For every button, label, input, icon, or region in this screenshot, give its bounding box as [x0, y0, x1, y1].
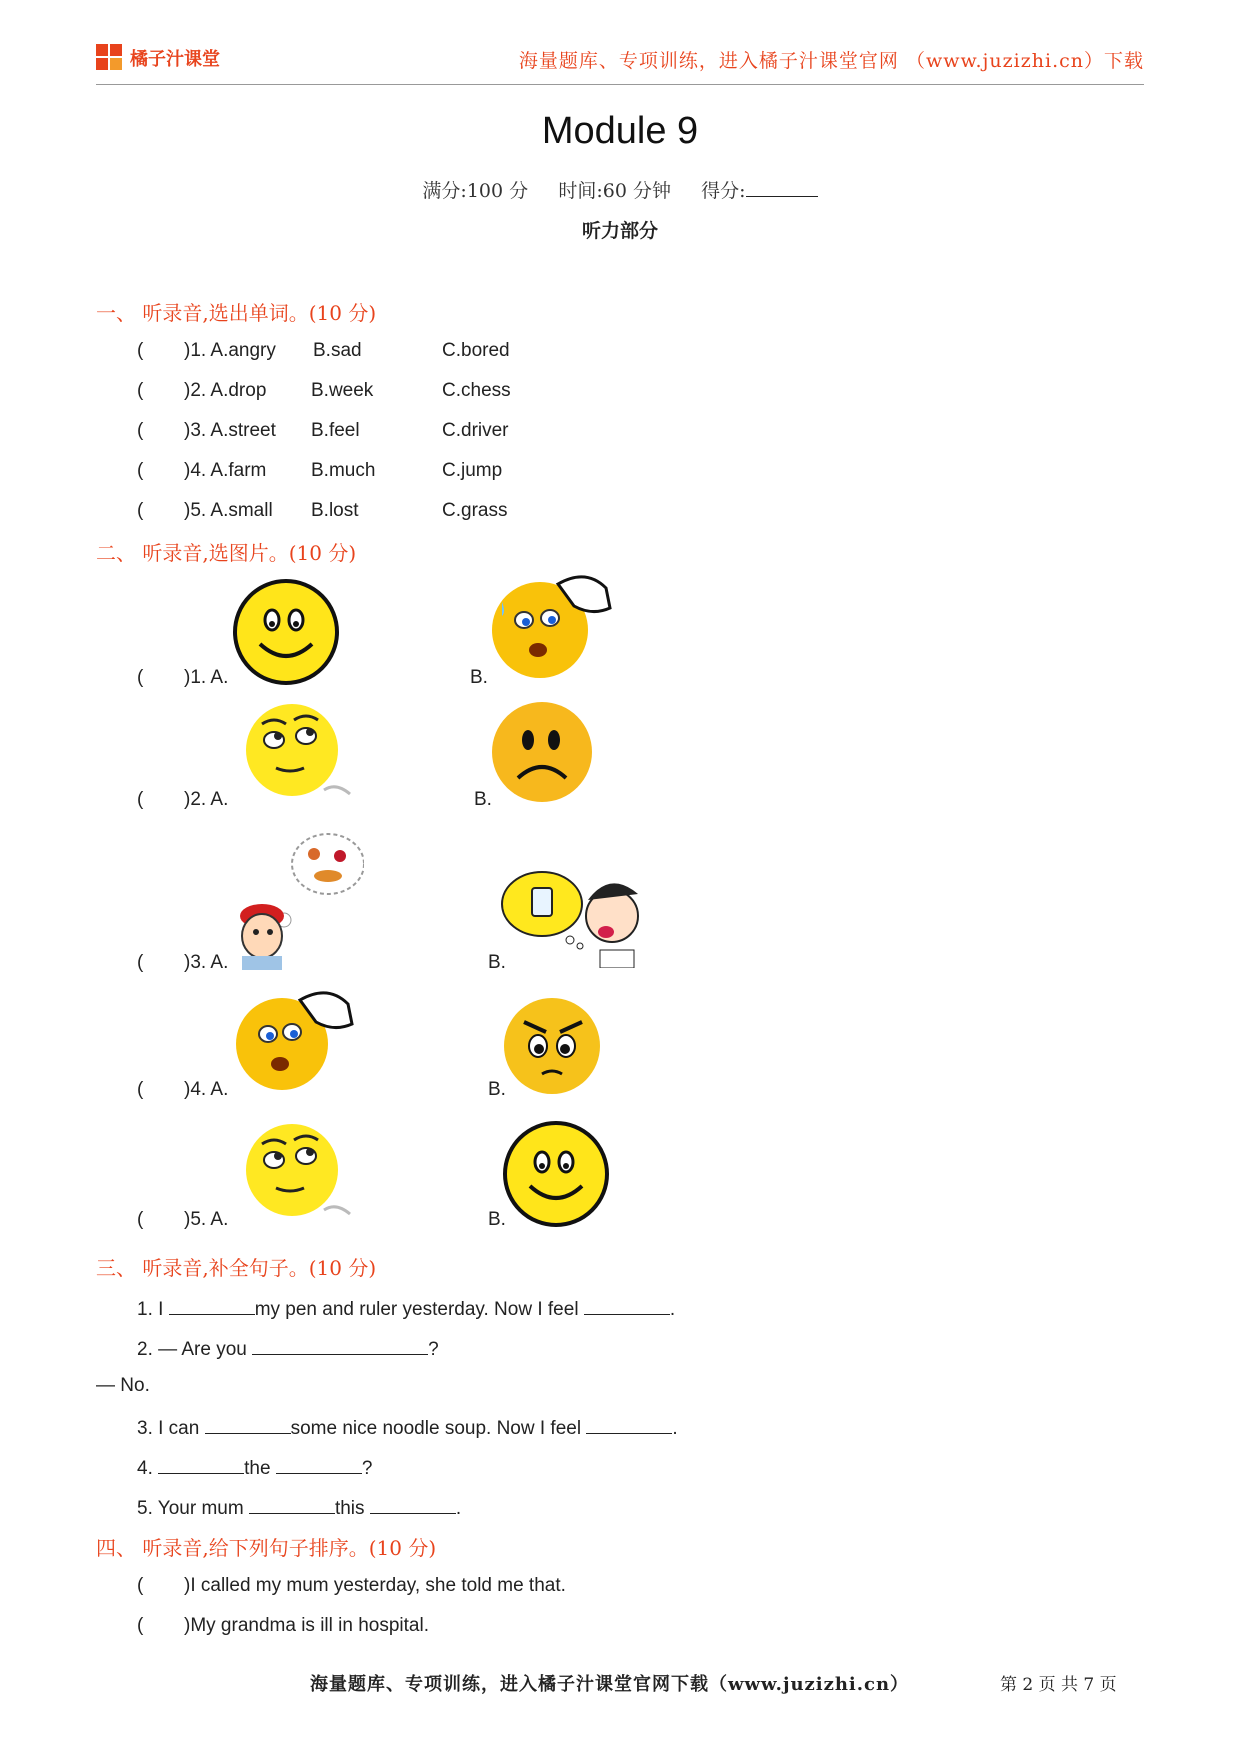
- question-option-c: C.grass: [442, 500, 508, 521]
- question-option-b: B.lost: [311, 500, 359, 521]
- fill-blank[interactable]: [205, 1415, 291, 1434]
- question-option-a: )3. A.street: [184, 420, 276, 441]
- part-label: 听力部分: [581, 220, 658, 242]
- sentence-text: my pen and ruler yesterday. Now I feel: [254, 1299, 579, 1320]
- fill-blank[interactable]: [252, 1336, 428, 1355]
- picture-option-a: )2. A.: [184, 789, 229, 810]
- sentence-text: 2. — Are you: [137, 1339, 247, 1360]
- header-slogan: 海量题库、专项训练，进入橘子汁课堂官网 （www.juzizhi.cn）下载: [518, 50, 1144, 72]
- question-option-a: )2. A.drop: [184, 380, 267, 401]
- answer-paren[interactable]: (: [137, 420, 144, 441]
- sentence-text: 4.: [137, 1458, 153, 1479]
- header-divider: [96, 84, 1144, 85]
- question-option-c: C.bored: [442, 340, 510, 361]
- sentence-2: [137, 1336, 439, 1361]
- sentence-text: 1. I: [137, 1299, 164, 1320]
- picture-option-a: )1. A.: [184, 667, 229, 688]
- sentence-1: [137, 1296, 675, 1321]
- question-option-c: C.jump: [442, 460, 503, 481]
- logo-icon: [96, 44, 124, 72]
- page-title: Module 9: [541, 110, 699, 152]
- section1-heading: 一、 听录音,选出单词。(10 分): [96, 301, 377, 325]
- question-option-b: B.sad: [313, 340, 362, 361]
- full-score: 满分:100 分: [422, 180, 529, 202]
- picture-option-b: B.: [488, 1079, 506, 1100]
- section4-heading: 四、 听录音,给下列句子排序。(10 分): [96, 1536, 437, 1560]
- footer-text: 海量题库、专项训练，进入橘子汁课堂官网下载（www.juzizhi.cn）: [310, 1674, 910, 1695]
- answer-paren[interactable]: (: [137, 952, 144, 973]
- sad-face-icon: [490, 700, 598, 808]
- exam-meta: [0, 176, 1240, 203]
- bored-face-icon: [236, 1120, 362, 1222]
- site-logo: [96, 44, 220, 72]
- picture-option-a: )4. A.: [184, 1079, 229, 1100]
- bored-face-icon: [236, 700, 362, 802]
- fill-blank[interactable]: [276, 1455, 362, 1474]
- fill-blank[interactable]: [158, 1455, 244, 1474]
- sentence-text: some nice noodle soup. Now I feel: [290, 1418, 582, 1439]
- sentence-text: ?: [428, 1339, 439, 1360]
- question-option-a: )4. A.farm: [184, 460, 267, 481]
- answer-paren[interactable]: (: [137, 1209, 144, 1230]
- sentence-text: ?: [361, 1458, 373, 1479]
- section2-heading: 二、 听录音,选图片。(10 分): [96, 541, 357, 565]
- sentence-4: [137, 1455, 372, 1480]
- question-option-a: )1. A.angry: [184, 340, 276, 361]
- fill-blank[interactable]: [169, 1296, 255, 1315]
- question-option-c: C.chess: [442, 380, 511, 401]
- picture-option-b: B.: [488, 952, 506, 973]
- picture-option-b: B.: [488, 1209, 506, 1230]
- fill-blank[interactable]: [586, 1415, 672, 1434]
- answer-paren[interactable]: (: [137, 340, 144, 361]
- sentence-text: .: [455, 1498, 462, 1519]
- sentence-text: 5. Your mum: [137, 1498, 244, 1519]
- sentence-text: .: [669, 1299, 676, 1320]
- score-blank[interactable]: [746, 180, 818, 197]
- happy-face-icon: [502, 1120, 610, 1228]
- thirsty-boy-icon: [500, 866, 646, 968]
- order-sentence: )My grandma is ill in hospital.: [184, 1615, 429, 1636]
- page-number: 第 2 页 共 7 页: [1000, 1675, 1117, 1695]
- answer-paren[interactable]: (: [137, 460, 144, 481]
- question-option-b: B.much: [311, 460, 376, 481]
- sentence-5: [137, 1495, 461, 1520]
- answer-paren[interactable]: (: [137, 1079, 144, 1100]
- answer-paren[interactable]: (: [137, 1615, 144, 1636]
- sentence-2-answer: — No.: [96, 1375, 150, 1396]
- tired-face-icon: [230, 984, 360, 1092]
- sentence-text: this: [334, 1498, 365, 1519]
- tired-face-icon: [488, 564, 618, 682]
- sentence-text: 3. I can: [137, 1418, 200, 1439]
- sentence-text: the: [244, 1458, 271, 1479]
- picture-option-b: B.: [470, 667, 488, 688]
- picture-option-a: )5. A.: [184, 1209, 229, 1230]
- answer-paren[interactable]: (: [137, 789, 144, 810]
- angry-face-icon: [502, 996, 604, 1096]
- time-limit: 时间:60 分钟: [558, 180, 671, 202]
- question-option-b: B.week: [311, 380, 374, 401]
- happy-face-icon: [232, 578, 340, 686]
- sentence-text: .: [672, 1418, 678, 1439]
- section3-heading: 三、 听录音,补全句子。(10 分): [96, 1256, 377, 1280]
- fill-blank[interactable]: [249, 1495, 335, 1514]
- picture-option-b: B.: [474, 789, 492, 810]
- order-sentence: )I called my mum yesterday, she told me that.: [184, 1575, 566, 1596]
- answer-paren[interactable]: (: [137, 380, 144, 401]
- question-option-c: C.driver: [442, 420, 509, 441]
- score-label: 得分:: [701, 180, 746, 202]
- sentence-3: [137, 1415, 678, 1440]
- question-option-a: )5. A.small: [184, 500, 273, 521]
- fill-blank[interactable]: [370, 1495, 456, 1514]
- logo-text: 橘子汁课堂: [130, 49, 220, 70]
- picture-option-a: )3. A.: [184, 952, 229, 973]
- question-option-b: B.feel: [311, 420, 360, 441]
- answer-paren[interactable]: (: [137, 1575, 144, 1596]
- answer-paren[interactable]: (: [137, 500, 144, 521]
- hungry-boy-icon: [228, 824, 364, 970]
- fill-blank[interactable]: [584, 1296, 670, 1315]
- answer-paren[interactable]: (: [137, 667, 144, 688]
